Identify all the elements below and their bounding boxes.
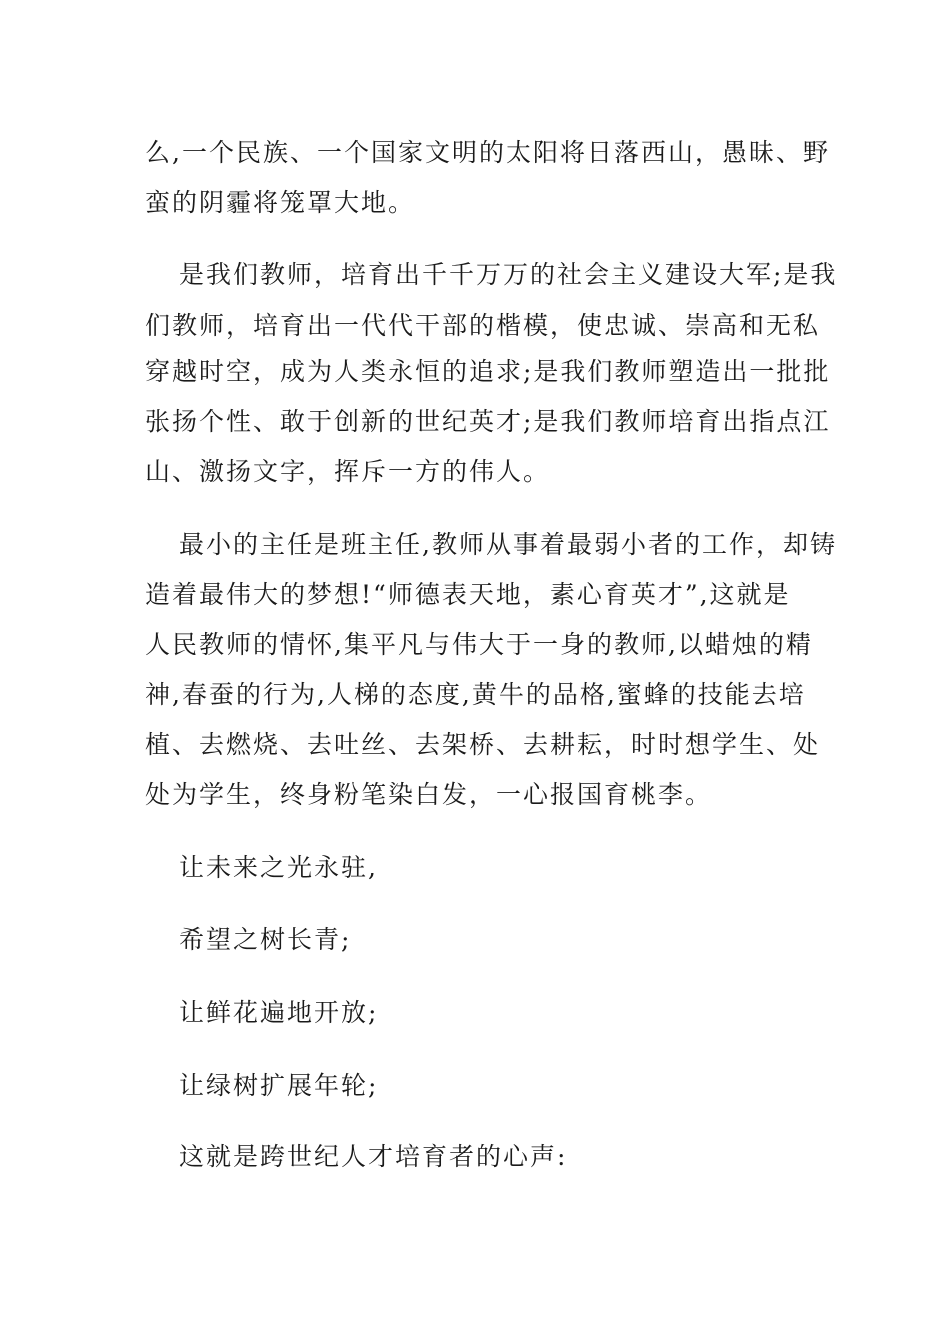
paragraph-2-line-5: 山、激扬文字，挥斥一方的伟人。 — [145, 457, 551, 486]
paragraph-1-line-2: 蛮的阴霾将笼罩大地。 — [145, 188, 416, 217]
paragraph-3-line-4: 神,春蚕的行为,人梯的态度,黄牛的品格,蜜蜂的技能去培 — [145, 680, 806, 709]
paragraph-3-line-5: 植、去燃烧、去吐丝、去架桥、去耕耘，时时想学生、处 — [145, 730, 821, 759]
paragraph-2-line-4: 张扬个性、敢于创新的世纪英才;是我们教师培育出指点江 — [145, 407, 831, 436]
paragraph-2-line-1: 是我们教师，培育出千千万万的社会主义建设大军;是我 — [179, 260, 838, 289]
paragraph-3-line-1: 最小的主任是班主任,教师从事着最弱小者的工作，却铸 — [179, 530, 837, 559]
verse-line-4: 让绿树扩展年轮; — [179, 1071, 379, 1100]
paragraph-1-line-1: 么,一个民族、一个国家文明的太阳将日落西山，愚昧、野 — [145, 138, 830, 167]
verse-line-3: 让鲜花遍地开放; — [179, 998, 379, 1027]
verse-line-2: 希望之树长青; — [179, 925, 352, 954]
verse-line-1: 让未来之光永驻, — [179, 853, 378, 882]
paragraph-3-line-2: 造着最伟大的梦想!“师德表天地，素心育英才”,这就是 — [145, 580, 791, 609]
paragraph-2-line-2: 们教师，培育出一代代干部的楷模，使忠诚、崇高和无私 — [145, 311, 821, 340]
paragraph-3-line-6: 处为学生，终身粉笔染白发，一心报国育桃李。 — [145, 780, 713, 809]
paragraph-2-line-3: 穿越时空，成为人类永恒的追求;是我们教师塑造出一批批 — [145, 357, 831, 386]
paragraph-3-line-3: 人民教师的情怀,集平凡与伟大于一身的教师,以蜡烛的精 — [145, 630, 813, 659]
verse-line-5: 这就是跨世纪人才培育者的心声: — [179, 1142, 568, 1171]
